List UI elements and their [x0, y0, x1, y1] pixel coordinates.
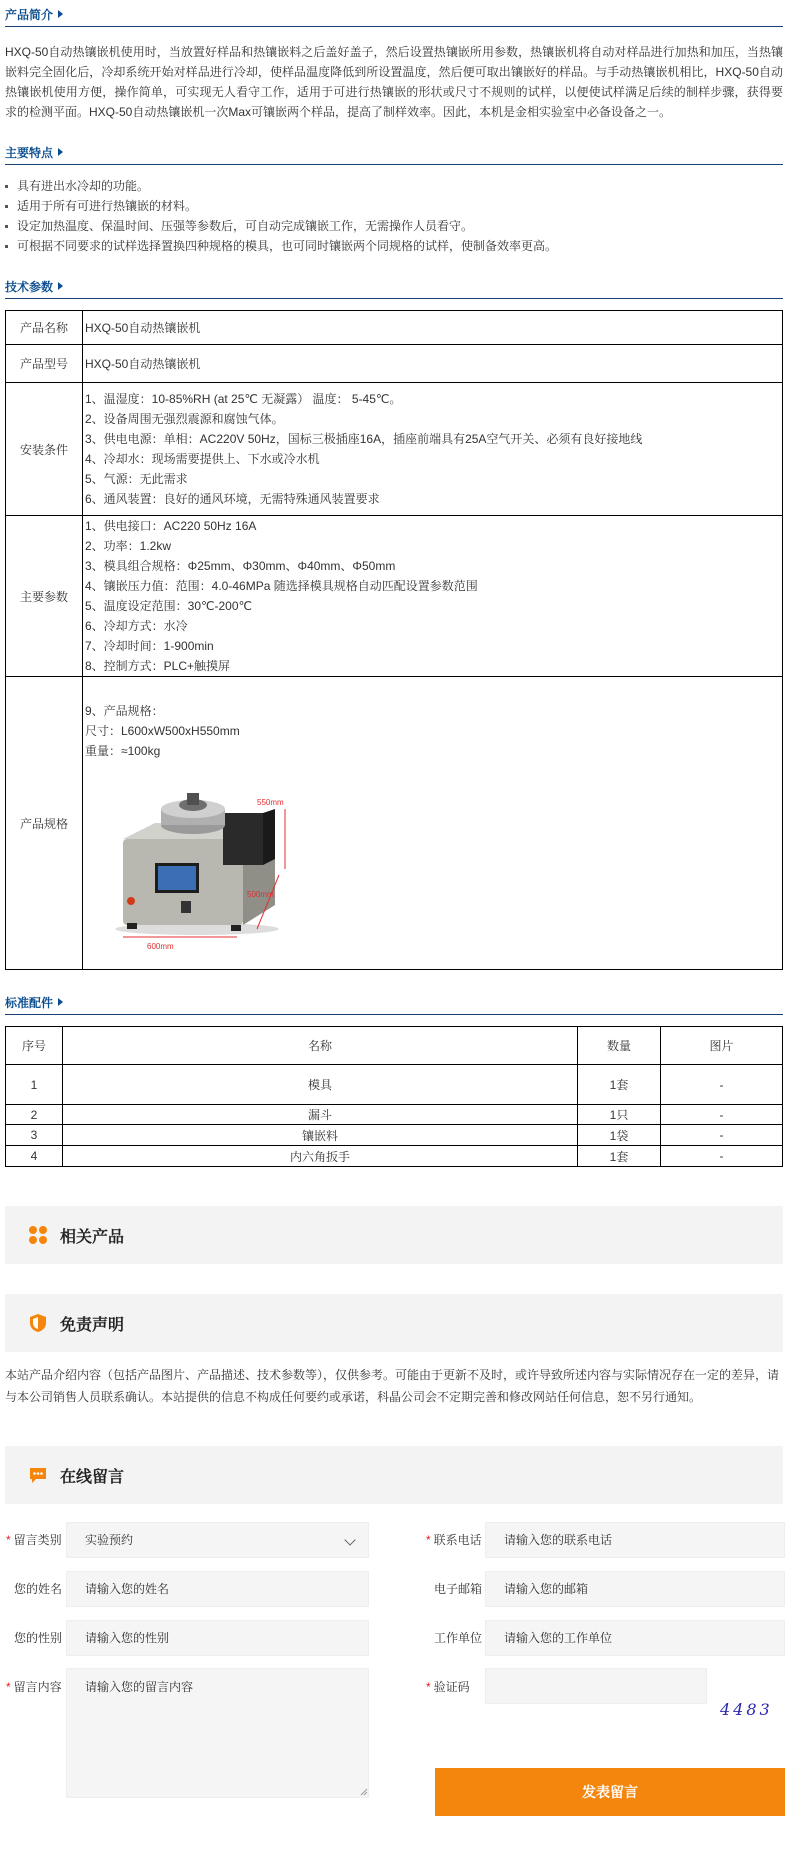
name-input[interactable] [85, 1572, 368, 1606]
params-row [6, 311, 783, 345]
params-label: 主要参数 [6, 516, 83, 677]
param-line: 4、镶嵌压力值：范围：4.0-46MPa 随选择模具规格自动匹配设置参数范围 [85, 579, 478, 593]
parts-cell: - [661, 1105, 783, 1125]
captcha-image[interactable]: 4483 [720, 1700, 773, 1719]
phone-label: * 联系电话 [426, 1533, 482, 1547]
email-input[interactable] [504, 1572, 784, 1606]
parts-cell: 4 [6, 1146, 63, 1167]
param-line: 3、供电电源：单相：AC220V 50Hz，国标三极插座16A，插座前端具有25A空气开关、必须有良好接地线 [85, 432, 643, 446]
grid-icon [28, 1225, 48, 1245]
params-row [6, 345, 783, 383]
params-value: HXQ-50自动热镶嵌机 [83, 311, 783, 345]
param-line: 6、冷却方式：水冷 [85, 619, 188, 633]
disclaimer-header [5, 1294, 783, 1352]
content-label: * 留言内容 [6, 1680, 62, 1694]
product-image [107, 779, 307, 949]
type-select-value: 实验预约 [85, 1533, 134, 1547]
params-value [83, 383, 783, 516]
section-header-features [5, 138, 783, 165]
params-label: 产品型号 [6, 345, 83, 383]
dim-width-label: 600mm [147, 942, 174, 949]
intro-text: HXQ-50自动热镶嵌机使用时，当放置好样品和热镶嵌料之后盖好盖子，然后设置热镶嵌所用参数，热镶嵌机将自动对样品进行加热和加压，当热镶嵌料完全固化后，冷却系统开始对样品进行冷却，使样品温度降低到所设置温度，然后便可取出镶嵌好的样品。与手动热镶嵌机相比，HXQ-50自动热镶嵌机使用方便，操作简单，可实现无人看守工作，适用于可进行热镶嵌的形状或尺寸不规则的试样，以便使试样满足后续的制样步骤，获得要求的检测平面。HXQ-50自动热镶嵌机一次Max可镶嵌两个样品，提高了制样效率。因此，本机是金相实验室中必备设备之一。 [5, 45, 783, 119]
captcha-label: * 验证码 [426, 1680, 470, 1694]
feature-list [5, 176, 783, 256]
parts-cell: 1套 [578, 1065, 661, 1105]
disclaimer-text: 本站产品介绍内容（包括产品图片、产品描述、技术参数等），仅供参考。可能由于更新不及时，或许导致所述内容与实际情况存在一定的差异，请与本公司销售人员联系确认。本站提供的信息不构成任何要约或承诺，科晶公司会不定期完善和修改网站任何信息，恕不另行通知。 [5, 1368, 780, 1404]
section-title-parts: 标准配件 [5, 994, 63, 1011]
section-title-intro: 产品简介 [5, 6, 63, 23]
table-row [6, 1105, 783, 1125]
parts-cell: 漏斗 [63, 1105, 578, 1125]
parts-table [5, 1026, 783, 1167]
parts-cell: 1袋 [578, 1125, 661, 1146]
section-header-intro [5, 0, 783, 27]
param-line: 5、气源：无此需求 [85, 472, 188, 486]
param-line: 1、供电接口：AC220 50Hz 16A [85, 519, 257, 533]
feature-item: 具有进出水冷却的功能。 [5, 176, 783, 196]
table-row [6, 1065, 783, 1105]
captcha-field[interactable] [485, 1668, 707, 1704]
param-line: 6、通风装置：良好的通风环境，无需特殊通风装置要求 [85, 492, 380, 506]
param-line: 8、控制方式：PLC+触摸屏 [85, 659, 231, 673]
shield-icon [28, 1313, 48, 1333]
param-line: 5、温度设定范围：30℃-200℃ [85, 599, 252, 613]
name-label: 您的姓名 [14, 1582, 63, 1596]
param-line: 7、冷却时间：1-900min [85, 639, 214, 653]
param-line: 3、模具组合规格：Φ25mm、Φ30mm、Φ40mm、Φ50mm [85, 559, 396, 573]
triangle-right-icon [58, 998, 63, 1006]
params-label: 产品名称 [6, 311, 83, 345]
message-form-title: 在线留言 [60, 1469, 125, 1486]
chat-bubble-icon [28, 1465, 48, 1485]
message-form-header [5, 1446, 783, 1504]
param-line: 4、冷却水：现场需要提供上、下水或冷水机 [85, 452, 320, 466]
parts-header-row [6, 1027, 783, 1065]
params-table [5, 310, 783, 970]
content-textarea[interactable] [85, 1669, 368, 1797]
triangle-right-icon [58, 10, 63, 18]
triangle-right-icon [58, 148, 63, 156]
required-mark: * [6, 1533, 11, 1547]
submit-button[interactable]: 发表留言 [435, 1768, 785, 1816]
parts-cell: 模具 [63, 1065, 578, 1105]
triangle-right-icon [58, 282, 63, 290]
params-row [6, 677, 783, 970]
company-label: 工作单位 [434, 1631, 483, 1645]
parts-header: 数量 [578, 1027, 661, 1065]
dim-height-label: 550mm [257, 798, 284, 807]
email-label: 电子邮箱 [434, 1582, 483, 1596]
parts-header: 图片 [661, 1027, 783, 1065]
parts-cell: 镶嵌料 [63, 1125, 578, 1146]
section-title-features: 主要特点 [5, 144, 63, 161]
gender-field[interactable] [66, 1620, 369, 1656]
required-mark: * [426, 1680, 431, 1694]
feature-item: 可根据不同要求的试样选择置换四种规格的模具，也可同时镶嵌两个同规格的试样，使制备效率更高。 [5, 236, 783, 256]
params-label: 安装条件 [6, 383, 83, 516]
table-row [6, 1146, 783, 1167]
chevron-down-icon [344, 1534, 355, 1545]
parts-cell: 2 [6, 1105, 63, 1125]
name-field[interactable] [66, 1571, 369, 1607]
params-value [83, 516, 783, 677]
type-select[interactable] [66, 1522, 369, 1558]
params-label: 产品规格 [6, 677, 83, 970]
related-products-title: 相关产品 [60, 1229, 125, 1246]
parts-cell: 3 [6, 1125, 63, 1146]
params-row [6, 516, 783, 677]
parts-header: 名称 [63, 1027, 578, 1065]
parts-cell: - [661, 1065, 783, 1105]
dim-depth-label: 500mm [247, 890, 274, 899]
parts-cell: 1套 [578, 1146, 661, 1167]
params-row [6, 383, 783, 516]
param-line: 1、温湿度：10-85%RH (at 25℃ 无凝露） 温度： 5-45℃。 [85, 392, 402, 406]
phone-input[interactable] [504, 1523, 784, 1557]
related-products-header [5, 1206, 783, 1264]
content-field[interactable] [66, 1668, 369, 1798]
section-header-parts [5, 988, 783, 1015]
feature-item: 设定加热温度、保温时间、压强等参数后，可自动完成镶嵌工作，无需操作人员看守。 [5, 216, 783, 236]
company-field[interactable] [485, 1620, 785, 1656]
param-line: 2、功率：1.2kw [85, 539, 172, 553]
parts-cell: 内六角扳手 [63, 1146, 578, 1167]
param-line: 尺寸：L600xW500xH550mm [85, 724, 240, 738]
gender-input[interactable] [85, 1621, 368, 1655]
params-value: HXQ-50自动热镶嵌机 [83, 345, 783, 383]
parts-cell: 1 [6, 1065, 63, 1105]
table-row [6, 1125, 783, 1146]
section-title-params: 技术参数 [5, 278, 63, 295]
disclaimer-title: 免责声明 [60, 1317, 125, 1334]
phone-field[interactable] [485, 1522, 785, 1558]
type-label: * 留言类别 [6, 1533, 62, 1547]
param-line: 重量：≈100kg [85, 744, 161, 758]
required-mark: * [426, 1533, 431, 1547]
email-field[interactable] [485, 1571, 785, 1607]
resize-handle-icon[interactable] [360, 1788, 368, 1796]
parts-cell: - [661, 1125, 783, 1146]
param-line: 2、设备周围无强烈震源和腐蚀气体。 [85, 412, 284, 426]
gender-label: 您的性别 [14, 1631, 63, 1645]
params-value [83, 677, 783, 970]
param-line: 9、产品规格： [85, 704, 164, 718]
captcha-input[interactable] [504, 1669, 706, 1703]
section-header-params [5, 272, 783, 299]
parts-header: 序号 [6, 1027, 63, 1065]
required-mark: * [6, 1680, 11, 1694]
feature-item: 适用于所有可进行热镶嵌的材料。 [5, 196, 783, 216]
company-input[interactable] [504, 1621, 784, 1655]
parts-cell: 1只 [578, 1105, 661, 1125]
parts-cell: - [661, 1146, 783, 1167]
